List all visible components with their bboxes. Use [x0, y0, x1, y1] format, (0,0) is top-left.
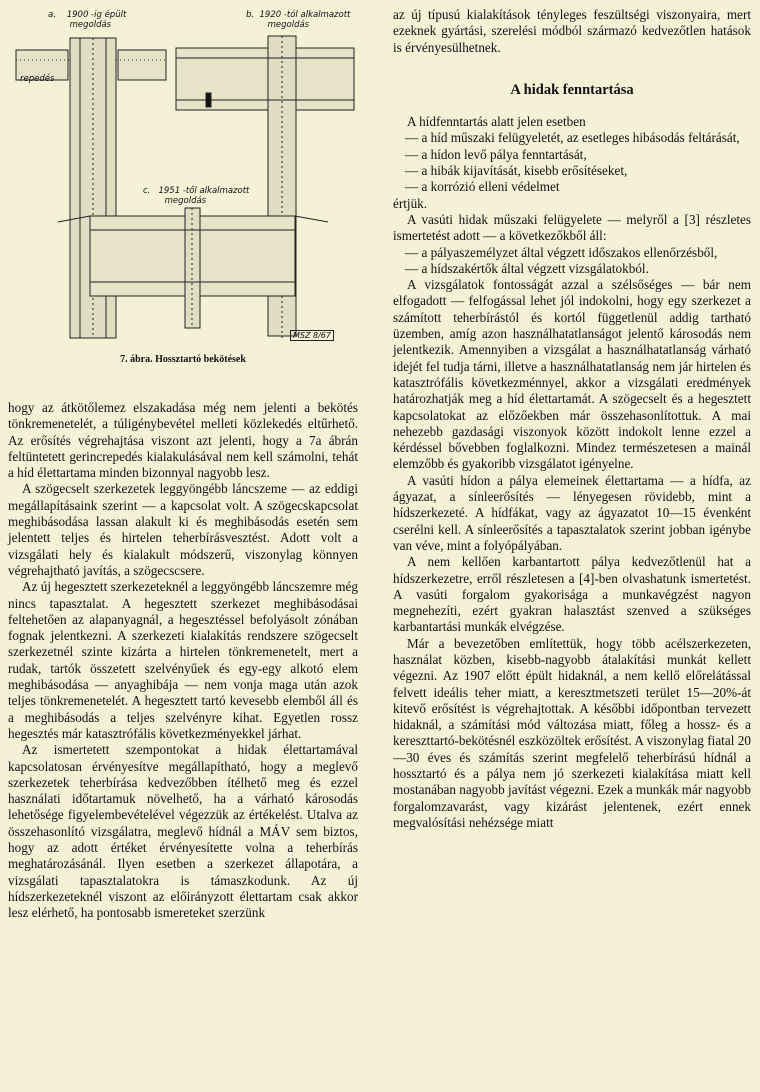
figure-7 — [8, 8, 358, 383]
right-paragraph: A vizsgálatok fontosságát azzal a szélsőséges — bár nem elfogadott — felfogással lehet jól indokolni, hogy egy szerkezet a számított teherbírástól és kortól függetlenül addig tartható üzemben, amíg azon használhatatlanságot jelentő károsodás nem jelentkezik. Amennyiben a vizsgálat a használhatatlanság várható idejét fel tudja tárni, illetve a használhatatlanság nem jár hirtelen és katasztrófális következménnyel, akkor a vizsgálati eredmények határozhatják meg a híd élettartamát. A szögecselt és a hegesztett kapcsolatokat az előzőekben már összehasonlítottuk. A mai nehezebb gazdasági viszonyok között indokolt lenne ezzel a kérdéssel bővebben foglalkozni. Mindez természetesen a mainál elemzőbb és gyakoribb vizsgálatot igényelne. — [393, 277, 751, 472]
left-paragraph: Az ismertetett szempontokat a hidak élettartamával kapcsolatosan érvényesítve megállapítható, hogy a meglevő szerkezetek teherbírása kedvezőbben ítélhető meg és ezzel használati időtartamuk növelhető, ha a várható károsodás lehetősége figyelembevételével végezzük az értékelést. Utalva az összehasonlító vizsgálatra, meglevő hídnál a MÁV sem biztos, hogy az adott értéket érvényesítette volna a teherbírás meghatározásánál. Ilyen esetben a szerkezet állapotára, a vizsgálati tapasztalatokra is támaszkodunk. Az új hídszerkezeteknél viszont az előirányzott élettartam csak akkor lesz elérhető, ha pontosabb ismereteket szerzünk — [8, 742, 358, 921]
dash-list-item: — a híd műszaki felügyeletét, az esetleges hibásodás feltárását, — [405, 130, 740, 146]
right-column-intro: az új típusú kialakítások tényleges feszültségi viszonyaira, mert ezeknek gyártási, szerelési módból származó kedvezőtlen hatások is érvényesülhetnek. — [393, 7, 751, 55]
right-paragraph: A vasúti hídon a pálya elemeinek élettartama — a hídfa, az ágyazat, a sínleerősítés — lényegesen rövidebb, mint a hídszerkezeté. A hídfákat, vagy az ágyazatot 10—15 évenként cserélni kell. A sínleerősítés a tapasztalatok szerint jobban igénybe van véve, mint a folyópályában. — [393, 472, 751, 553]
dash-list-item: — a korrózió elleni védelmet — [405, 179, 560, 195]
left-column — [8, 400, 358, 922]
left-paragraph: A szögecselt szerkezetek leggyöngébb láncszeme — az eddigi megállapításaink szerint — a kapcsolat volt. A szögecskapcsolat meghibásodása lassan alakult ki és meghibásodás esetén sem jelentett teljes és hirtelen teherbírásvesztést. Adott volt a vizsgálati hely és kialakult módszerű, viszonylag könnyen végrehajtható javítás, a szögecscsere. — [8, 481, 358, 578]
right-paragraph: A nem kellően karbantartott pálya kedvezőtlenül hat a hídszerkezetre, erről részletesen a [4]-ben olvashatunk ismertetést. A vasúti forgalom gyakorisága a munkavégzést nagyon megnehezíti, ezért gyakran halasztást szenved a szükséges karbantartási munkák elvégzése. — [393, 554, 751, 635]
figure-drawing — [8, 8, 358, 348]
section-heading: A hidak fenntartása — [510, 81, 634, 98]
right-paragraph: A vasúti hidak műszaki felügyelete — melyről a [3] részletes ismertetést adott — a következőkből áll: — [393, 211, 751, 244]
figure-label-repedes: repedés — [20, 74, 55, 84]
left-paragraph: Az új hegesztett szerkezeteknél a leggyöngébb láncszemre még nincs tapasztalat. A hegesztett szerkezet meghibásodásai feltehetően az alapanyagnál, a hegesztéssel befolyásolt zónában fognak jelentkezni. A szerkezeti kialakítás rendszere szögecselt szerkezetnél szinte kizárta a hirtelen tönkremenetelt, mert a rudak, tartók összetett szelvényűek és egy-egy alkotó elem meghibásodása — anyaghibája — nem vonja maga után azok teljes tönkremenetelét. A hegesztett tartó kevesebb elemből áll és a meghibásodás a teljes szelvényre kihat. Egyetlen rossz hegesztés már katasztrófális következményekkel járhat. — [8, 579, 358, 741]
right-column-body — [393, 114, 751, 831]
right-paragraph: Már a bevezetőben említettük, hogy több acélszerkezeten, használat közben, kisebb-nagyobb átalakítási munkát kellett végezni. Az 1907 előtt épült hidaknál, a nem kellő előrelátással felvett ideális teher miatt, a keresztmetszeti terület 15—20%-át kitevő erősítést is végrehajtottak. A későbbi időpontban tervezett hidaknál, a számítási mód változása miatt, főleg a hossz- és a kereszttartó-bekötésnél eszközöltek erősítést. A viszonylag fiatal 20—30 éves és számítás szerint megfelelő teherbírású hídnál a hossztartó és a pálya nem jó szerkezeti kialakítása miatt kell mostanában nagyobb javítást végezni. Ezek a munkák már nagyobb forgalomzavarást, vagy kizárást jelentenek, ezért ennek megvalósítási nehézsége miatt — [393, 635, 751, 830]
dash-list-item: — a hídon levő pálya fenntartását, — [405, 146, 587, 162]
right-column — [393, 7, 751, 831]
figure-label-a: a. 1900 -ig épült megoldás — [48, 10, 127, 30]
dash-list-item: — a pályaszemélyzet által végzett időszakos ellenőrzésből, — [405, 244, 718, 260]
figure-label-b: b. 1920 -tól alkalmazott megoldás — [246, 10, 351, 30]
dash-list-item: — a hibák kijavítását, kisebb erősítéseket, — [405, 163, 628, 179]
figure-code: MSZ 8/67 — [290, 330, 334, 341]
figure-label-c: c. 1951 -től alkalmazott megoldás — [143, 186, 250, 206]
figure-caption: 7. ábra. Hossztartó bekötések — [120, 354, 246, 365]
dash-list-item: — a hídszakértők által végzett vizsgálatokból. — [405, 260, 649, 276]
right-paragraph: A hídfenntartás alatt jelen esetben — [407, 114, 586, 130]
right-paragraph: értjük. — [393, 195, 428, 211]
left-paragraph: hogy az átkötőlemez elszakadása még nem jelenti a bekötés tönkremenetelét, a túligénybevétel melleti közlekedés eltűrhető. Az erősítés végrehajtása viszont azt jelenti, hogy a 7a ábrán feltüntetett gerincrepedés kialakulásával nem kell számolni, tehát a híd élettartama minden bizonnyal nagyobb lesz. — [8, 400, 358, 481]
